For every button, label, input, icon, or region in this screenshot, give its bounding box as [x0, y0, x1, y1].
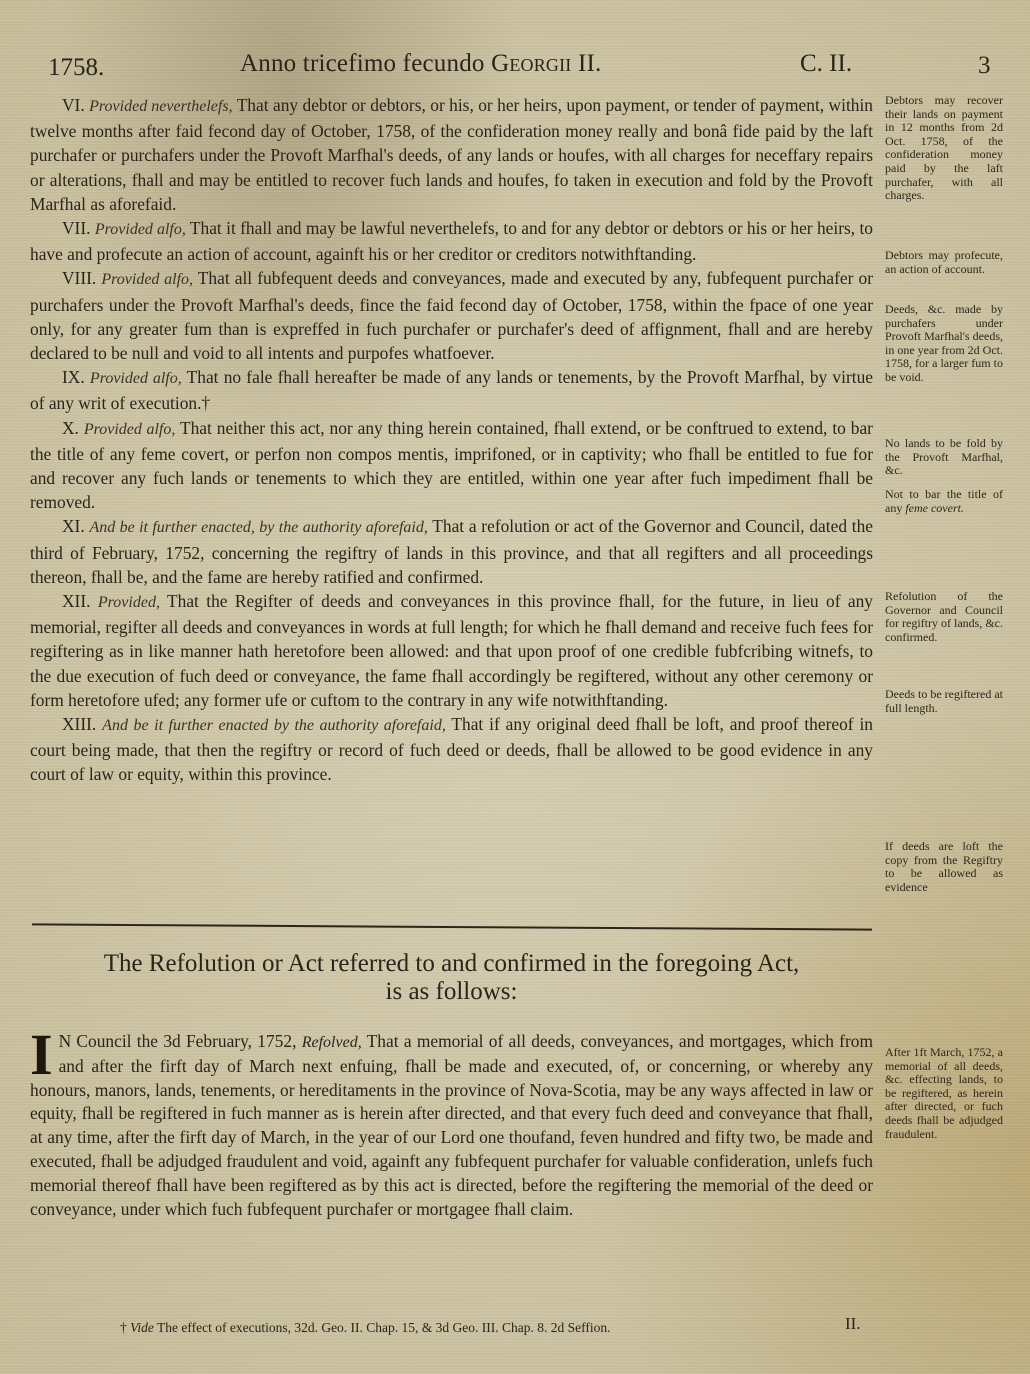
drop-cap: I: [30, 1022, 53, 1087]
section-vii: VII. Provided alfo, That it fhall and may be lawful neverthelefs, to and for any debtor or debtors or his or her heirs, to have and profecute an action of account, againft his or her creditor or creditors notwithftanding.: [30, 218, 874, 265]
margin-note: Deeds to be regiftered at full length.: [885, 687, 1003, 715]
margin-note: Deeds, &c. made by purchafers under Provoft Marfhal's deeds, in one year from 2d Oct. 1758, for a larger fum to be void.: [885, 302, 1003, 384]
resolution-body: I N Council the 3d February, 1752, Refolved, That a memorial of all deeds, conveyances, and mortgages, which from and after the firft day of March next enfuing, fhall be made and executed, of, or concerning, or whereby any honours, manors, lands, tenements, or hereditaments in the province of Nova-Scotia, may be any ways affected in law or equity, fhall be regiftered in fuch manner as is herein after directed, and that every fuch deed and conveyance that fhall, at any time, after the firft day of March, in the year of our Lord one thoufand, feven hundred and fifty two, be made and executed, fhall be adjudged fraudulent and void, againft any fubfequent purchafer for valuable confideration, unlefs fuch memorial thereof fhall have been regiftered as by this act is directed, before the regiftering the memorial of the deed or conveyance, under which fuch fubfequent purchafer or mortgagee fhall claim.: [30, 1022, 873, 1219]
section-ix: IX. Provided alfo, That no fale fhall hereafter be made of any lands or tenements, by the Provoft Marfhal, by virtue of any writ of execution.†: [30, 367, 873, 414]
running-header: [0, 50, 1030, 90]
margin-note: Debtors may profecute, an action of account.: [885, 248, 1003, 276]
margin-note: After 1ft March, 1752, a memorial of all deeds, &c. effecting lands, to be regiftered, as herein after directed, or fuch deeds fhall be adjudged fraudulent.: [885, 1045, 1003, 1141]
section-vi: VI. Provided neverthelefs, That any debtor or debtors, or his, or her heirs, upon payment, or tender of payment, within twelve months after faid fecond day of October, 1758, of the confideration money really and bonâ fide paid by the laft purchafer or purchafers under the Provoft Marfhal's deeds, of any lands or houfes, with all charges for neceffary repairs or alterations, fhall and may be entitled to recover fuch lands and houfes, fo taken in execution and fold by the Provoft Marfhal as aforefaid.: [30, 95, 873, 214]
section-xii: XII. Provided, That the Regifter of deeds and conveyances in this province fhall, for the future, in lieu of any memorial, regifter all deeds and conveyances in words at full length; for which he fhall demand and receive fuch fees for regiftering as in like manner hath heretofore been allowed: and that upon proof of one credible fubfcribing witnefs, to the due execution of fuch deed or conveyance, the fame fhall accordingly be regiftered, without any other ceremony or form heretofore ufed; any former ufe or cuftom to the contrary in any wife notwithftanding.: [30, 591, 873, 710]
margin-note: No lands to be fold by the Provoft Marfhal, &c.: [885, 436, 1003, 478]
catchword: II.: [845, 1314, 861, 1333]
margin-note: Refolution of the Governor and Council for regiftry of lands, &c. confirmed.: [885, 589, 1003, 644]
resolution-heading: The Refolution or Act referred to and confirmed in the foregoing Act, is as follows:: [103, 950, 800, 1005]
section-x: X. Provided alfo, That neither this act, nor any thing herein contained, fhall extend, or be conftrued to extend, to bar the title of any feme covert, or perfon non compos mentis, imprifoned, or in captivity; who fhall be entitled to fue for and recover any fuch lands or tenements to which they are entitled, within one year after fuch impediment fhall be removed.: [30, 417, 873, 513]
page-number: 3: [978, 52, 991, 79]
header-chapter: C. II.: [800, 50, 853, 77]
header-year: 1758.: [48, 54, 105, 81]
header-title: Anno tricefimo fecundo Georgii II.: [240, 50, 602, 77]
section-divider: [32, 923, 872, 930]
section-viii: VIII. Provided alfo, That all fubfequent deeds and conveyances, made and executed by any, fubfequent purchafer or purchafers under the Provoft Marfhal's deeds, fince the faid fecond day of October, 1758, within the fpace of one year only, for any greater fum than is expreffed in fuch purchafer or purchafer's deed of affignment, fhall and are hereby declared to be null and void to all intents and purpofes whatfoever.: [30, 268, 873, 364]
margin-note: Not to bar the title of any feme covert.: [885, 487, 1003, 515]
margin-note: Debtors may recover their lands on payment in 12 months from 2d Oct. 1758, of the confideration money paid by the laft purchafer, with all charges.: [885, 93, 1003, 203]
act-body: [30, 93, 873, 787]
margin-note: If deeds are loft the copy from the Regiftry to be allowed as evidence: [885, 839, 1003, 894]
section-xiii: XIII. And be it further enacted by the authority aforefaid, That if any original deed fhall be loft, and proof thereof in court being made, that then the regiftry or record of fuch deed or deeds, fhall be allowed to be good evidence in any court of law or equity, within this province.: [30, 714, 873, 785]
footnote: † Vide The effect of executions, 32d. Geo. II. Chap. 15, & 3d Geo. III. Chap. 8. 2d Seffion.: [120, 1320, 611, 1335]
section-xi: XI. And be it further enacted, by the authority aforefaid, That a refolution or act of the Governor and Council, dated the third of February, 1752, concerning the regiftry of lands in this province, and that all regifters and all proceedings thereon, fhall be, and the fame are hereby ratified and confirmed.: [30, 516, 873, 587]
